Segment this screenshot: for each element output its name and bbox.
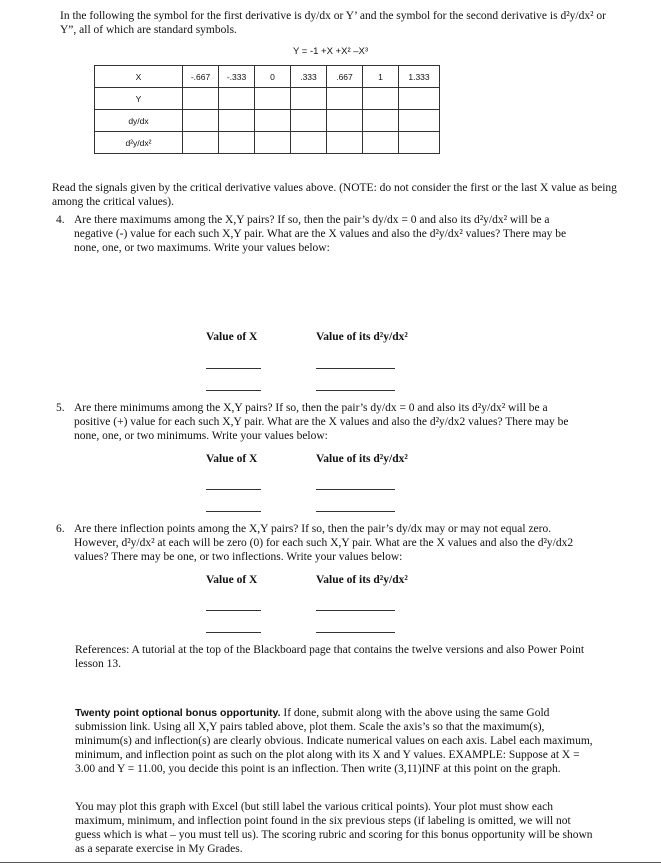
blank-cell[interactable]: [219, 110, 255, 132]
answer-line[interactable]: [206, 632, 261, 633]
blank-cell[interactable]: [327, 132, 363, 154]
blank-cell[interactable]: [363, 110, 399, 132]
row-label-dydx: dy/dx: [95, 110, 183, 132]
blank-cell[interactable]: [399, 132, 440, 154]
answer-line[interactable]: [316, 390, 395, 391]
question-text: Are there maximums among the X,Y pairs? If so, then the pair’s dy/dx = 0 and also its d²y/dx² will be a negative (-) value for each such X,Y pair. What are the X values and also the d²y/dx² values? There may be none, one, or two maximums. Write your values below:: [74, 214, 567, 254]
question-number: 4.: [56, 214, 65, 226]
blank-cell[interactable]: [363, 132, 399, 154]
blank-cell[interactable]: [327, 110, 363, 132]
equation: Y = -1 +X +X² –X³: [292, 46, 369, 57]
blank-cell[interactable]: [183, 88, 219, 110]
table-row: [95, 110, 440, 132]
question-6: [56, 522, 576, 564]
blank-cell[interactable]: [327, 88, 363, 110]
plot-instructions: You may plot this graph with Excel (but still label the various critical points). Your plot must show each maximum, minimum, and inflection point found in the six previous steps (if labeling is omitted, we will not guess which is what – you must tell us). The scoring rubric and scoring for this bonus opportunity will be shown as a separate exercise in My Grades.: [75, 801, 593, 855]
question-text: Are there minimums among the X,Y pairs? If so, then the pair’s dy/dx = 0 and also its d²y/dx² will be a positive (+) value for each such X,Y pair. What are the X values and also the d²y/dx2 values? There may be none, one, or two minimums. Write your values below:: [74, 402, 569, 442]
table-header-label: X: [95, 66, 183, 88]
blank-cell[interactable]: [291, 110, 327, 132]
answer-line[interactable]: [316, 632, 395, 633]
intro-paragraph: In the following the symbol for the first derivative is dy/dx or Y’ and the symbol for the second derivative is d²y/dx² or Y”, all of which are standard symbols.: [60, 10, 607, 36]
answer-line[interactable]: [316, 511, 395, 512]
question-number: 5.: [56, 402, 65, 414]
question-text: Are there inflection points among the X,Y pairs? If so, then the pair’s dy/dx may or may not equal zero. However, d²y/dx² at each will be zero (0) for each such X,Y pair. What are the X values and also the d²y/dx2 values? There may be one, or two inflections. Write your values below:: [74, 523, 574, 563]
signals-note: Read the signals given by the critical derivative values above. (NOTE: do not consider the first or the last X value as being among the critical values).: [52, 182, 617, 208]
answer-line[interactable]: [206, 368, 261, 369]
references: References: A tutorial at the top of the Blackboard page that contains the twelve versions and also Power Point lesson 13.: [75, 644, 585, 670]
value-x-header: Value of X: [206, 331, 258, 343]
value-d2-header: Value of its d²y/dx²: [316, 574, 408, 586]
bonus-text: If done, submit along with the above using the same Gold submission link. Using all X,Y pairs tabled above, plot them. Scale the axis’s so that the maximum(s), minimum(s) and inflection(s) are clearly obvious. Indicate numerical values on each axis. Label each maximum, minimum, and inflection point as such on the plot along with its X and Y values. EXAMPLE: Suppose at X = 3.00 and Y = 11.00, you decide this point is an inflection. Then write (3,11)INF at this point on the graph.: [75, 707, 593, 775]
table-row: [95, 88, 440, 110]
table-row: [95, 66, 440, 88]
blank-cell[interactable]: [183, 132, 219, 154]
blank-cell[interactable]: [399, 110, 440, 132]
row-label-d2ydx2: d²y/dx²: [95, 132, 183, 154]
blank-cell[interactable]: [255, 88, 291, 110]
value-x-header: Value of X: [206, 574, 258, 586]
x-value-cell: -.333: [219, 66, 255, 88]
blank-cell[interactable]: [183, 110, 219, 132]
x-value-cell: -.667: [183, 66, 219, 88]
x-value-cell: 0: [255, 66, 291, 88]
blank-cell[interactable]: [399, 88, 440, 110]
answer-line[interactable]: [206, 610, 261, 611]
x-value-cell: 1: [363, 66, 399, 88]
answer-line[interactable]: [206, 511, 261, 512]
blank-cell[interactable]: [291, 132, 327, 154]
value-x-header: Value of X: [206, 453, 258, 465]
question-5: [56, 401, 576, 443]
value-d2-header: Value of its d²y/dx²: [316, 331, 408, 343]
blank-cell[interactable]: [291, 88, 327, 110]
row-label-y: Y: [95, 88, 183, 110]
answer-line[interactable]: [206, 489, 261, 490]
question-4: [56, 213, 576, 255]
value-d2-header: Value of its d²y/dx²: [316, 453, 408, 465]
x-value-cell: 1.333: [399, 66, 440, 88]
blank-cell[interactable]: [363, 88, 399, 110]
x-value-cell: .333: [291, 66, 327, 88]
blank-cell[interactable]: [219, 88, 255, 110]
blank-cell[interactable]: [219, 132, 255, 154]
blank-cell[interactable]: [255, 110, 291, 132]
answer-line[interactable]: [206, 390, 261, 391]
bonus-paragraph: [75, 706, 595, 776]
page-bottom-rule: [0, 862, 661, 863]
answer-line[interactable]: [316, 489, 395, 490]
answer-line[interactable]: [316, 610, 395, 611]
question-number: 6.: [56, 523, 65, 535]
blank-cell[interactable]: [255, 132, 291, 154]
bonus-title: Twenty point optional bonus opportunity.: [75, 707, 281, 719]
derivative-table: [94, 65, 440, 154]
x-value-cell: .667: [327, 66, 363, 88]
answer-line[interactable]: [316, 368, 395, 369]
table-row: [95, 132, 440, 154]
